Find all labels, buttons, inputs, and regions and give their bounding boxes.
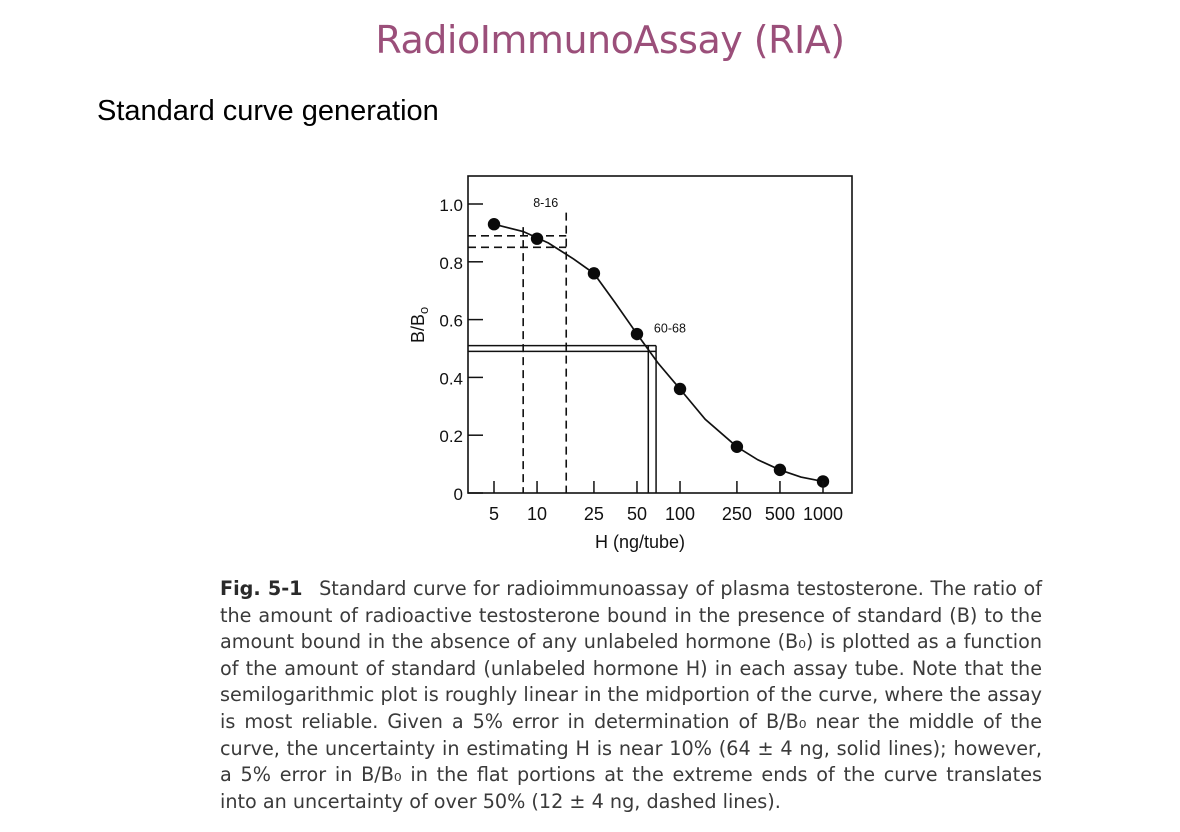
range-annotation: 8-16 [533,195,559,210]
range-annotation: 60-68 [653,321,686,336]
x-tick-label: 500 [764,504,795,524]
data-point [731,441,743,453]
x-tick-label: 1000 [802,504,844,524]
caption-line: semilogarithmic plot is roughly linear in the midportion of the curve, where the assay [220,683,1042,707]
data-point [488,218,500,230]
figure-caption [220,576,1042,815]
x-tick-label: 25 [583,504,604,524]
slide-subtitle: Standard curve generation [97,95,439,127]
y-axis-label: $B/B_o$ [408,306,431,343]
caption-line: curve, the uncertainty in estimating H is near 10% (64 ± 4 ng, solid lines); however, [220,736,1042,760]
y-tick-label: 0.8 [439,253,463,273]
x-tick-label: 10 [527,504,548,524]
data-point [631,328,643,340]
caption-line: Standard curve for radioimmunoassay of plasma testosterone. The ratio of [319,577,1042,600]
y-tick-label: 1.0 [439,196,463,215]
caption-line: the amount of radioactive testosterone bound in the presence of standard (B) to the [220,603,1042,627]
caption-line: amount bound in the absence of any unlabeled hormone (B₀) is plotted as a function [220,630,1042,654]
caption-label: Fig. 5-1 [220,577,303,600]
slide-title: RadioImmunoAssay (RIA) [375,18,845,62]
caption-line: an uncertainty of over 50% (12 ± 4 ng, dashed lines). [262,789,781,813]
x-axis-label: H (ng/tube) [594,532,686,552]
data-point [531,232,543,244]
data-point [588,267,600,279]
standard-curve-line [494,224,823,481]
x-tick-label: 250 [721,504,752,524]
data-point [674,383,686,395]
y-tick-label: 0.6 [439,311,463,331]
x-tick-label: 100 [664,504,696,524]
data-point [774,464,786,476]
y-tick-label: 0.2 [439,427,463,447]
y-tick-label: 0.4 [439,369,463,389]
y-tick-label: 0 [453,485,463,504]
x-tick-label: 5 [488,504,500,524]
caption-line: is most reliable. Given a 5% error in determination of B/B₀ near the middle of the [220,709,1042,733]
x-tick-label: 50 [626,504,647,524]
caption-line: of the amount of standard (unlabeled hormone H) in each assay tube. Note that the [220,656,1042,680]
caption-line: a 5% error in B/B₀ in the flat portions at the extreme ends of the curve translates into [220,763,1042,813]
